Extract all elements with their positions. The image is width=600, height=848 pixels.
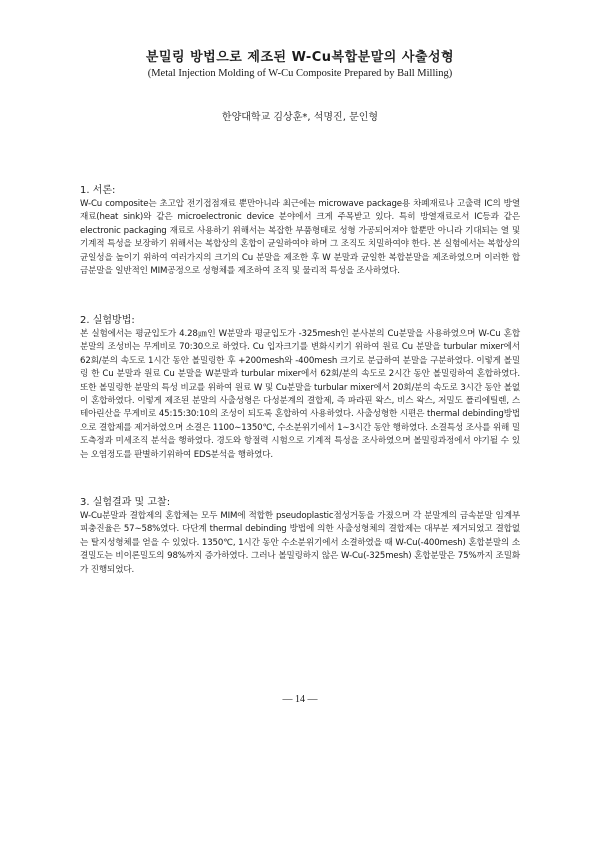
section-methods <box>80 314 520 462</box>
section-heading: 1. 서론: <box>80 185 116 196</box>
section-body: W-Cu분말과 결합제의 혼합체는 모두 MIM에 적합한 pseudoplastic점성거동을 가졌으며 각 분말계의 금속분말 임계부피충진율은 57∼58%였다. 다단계 thermal debinding 방법에 의한 사출성형체의 결합제는 대부분 제거되었고 결합없는 탈지성형체를 얻을 수 있었다. 1350℃, 1시간 동안 수소분위기에서 소결하였을 때 W-Cu(-400mesh) 혼합분말의 소결밀도는 비이론밀도의 98%까지 증가하였다. 그러나 볼밀링하지 않은 W-Cu(-325mesh) 혼합분말은 75%까지 조밀화가 진행되었다. <box>80 511 520 575</box>
section-heading: 3. 실험결과 및 고찰: <box>80 497 171 508</box>
section-introduction <box>80 184 520 278</box>
author-affiliation: 한양대학교 김상훈*, 석명진, 문인형 <box>221 112 379 123</box>
paper-title-english: (Metal Injection Molding of W-Cu Composite Prepared by Ball Milling) <box>147 68 453 79</box>
paper-title: 분밀링 방법으로 제조된 W-Cu복합분말의 사출성형 <box>145 50 455 65</box>
section-results <box>80 496 520 577</box>
section-body: W-Cu composite는 초고압 전기접점재료 뿐만아니라 최근에는 microwave package용 차폐재료나 고출력 IC의 방열재료(heat sink)와 같은 microelectronic device 분야에서 크게 주목받고 있다. 특히 방열재료로서 IC등과 같은 electronic packaging 재료로 사용하기 위해서는 복잡한 부품형태로 성형 가공되어져야 할뿐만 아니라 기대되는 열 및 기계적 특성을 보장하기 위해서는 복합상의 혼합이 균일하여야 하며 그 조직도 치밀하여야 한다. 본 실험에서는 복합상의 균일성을 높이기 위하여 여러가지의 크기의 Cu 분말을 제조한 후 W 분말과 균일한 복합분말을 제조하였으며 이러한 합금분말을 일반적인 MIM공정으로 성형체를 제조하여 조직 및 물리적 특성을 조사하였다. <box>80 199 520 277</box>
section-body: 본 실험에서는 평균입도가 4.28㎛인 W분말과 평균입도가 -325mesh인 분사분의 Cu분말을 사용하였으며 W-Cu 혼합분말의 조성비는 무게비로 70:30으로 하였다. Cu 입자크기를 변화시키기 위하여 원료 Cu 분말을 turbular mixer에서 62회/분의 속도로 1시간 동안 볼밀링한 후 +200mesh와 -400mesh 크기로 분급하여 분말을 구분하였다. 이렇게 볼밀링 한 Cu 분말과 원료 Cu 분말을 W분말과 turbular mixer에서 62회/분의 속도로 2시간 동안 볼밀링하여 혼합하였다. 또한 볼밀링한 분말의 특성 비교를 위하여 원료 W 및 Cu분말을 turbular mixer에서 20회/분의 속도로 3시간 동안 볼없이 혼합하였다. 이렇게 제조된 분말의 사출성형은 다성분계의 결합제, 즉 파라핀 왁스, 비스 왁스, 저밀도 폴리에틸렌, 스테아린산을 무게비로 45:15:30:10의 조성이 되도록 혼합하여 사용하였다. 사출성형한 시편은 thermal debinding방법으로 결합제를 제거하였으며 소결은 1100∼1350℃, 수소분위기에서 1∼3시간 동안 행하였다. 소결특성 조사를 위해 밀도측정과 미세조직 분석을 행하였다. 경도와 항절력 시험으로 기계적 특성을 조사하였으며 볼밀링과정에서 야기될 수 있는 오염정도를 판별하기위하여 EDS분석을 행하였다. <box>80 329 520 460</box>
section-heading: 2. 실험방법: <box>80 315 135 326</box>
page-number: — 14 — <box>282 694 318 705</box>
